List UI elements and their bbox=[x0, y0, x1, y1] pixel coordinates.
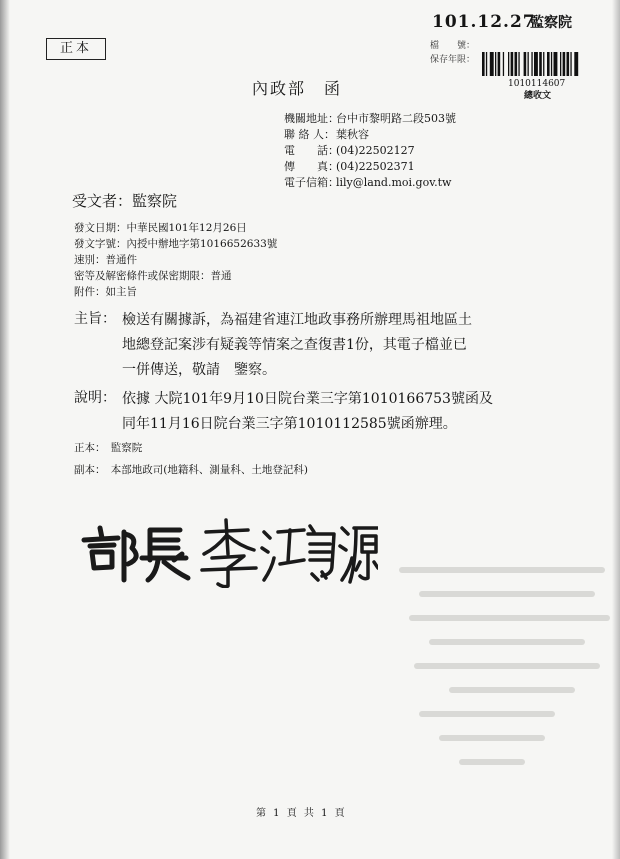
scan-shadow-left bbox=[0, 0, 10, 859]
recipient: 受文者：監察院 bbox=[72, 192, 178, 210]
agency-row: 機關地址：台中市黎明路二段503號 bbox=[284, 112, 456, 125]
back-page-bleed-through bbox=[392, 560, 612, 790]
page-footer: 第 1 頁 共 1 頁 bbox=[256, 808, 347, 819]
agency-row: 聯 絡 人：葉秋容 bbox=[284, 128, 369, 141]
subject-line: 檢送有關據訴，為福建省連江地政事務所辦理馬祖地區土 bbox=[122, 312, 472, 328]
issue-number: 發文字號：內授中辦地字第1016652633號 bbox=[74, 238, 278, 250]
subject-line: 一併傳送，敬請 鑒察。 bbox=[122, 362, 276, 378]
document-title: 內政部 函 bbox=[252, 79, 343, 98]
explanation-label: 說明： bbox=[74, 390, 116, 406]
explanation-line: 依據 大院101年9月10日院台業三字第1010166753號函及 bbox=[122, 391, 493, 407]
subject-line: 地總登記案涉有疑義等情案之查復書1份，其電子檔並已 bbox=[122, 337, 467, 353]
agency-row: 電 話：(04)22502127 bbox=[284, 144, 415, 157]
attachment: 附件：如主旨 bbox=[74, 286, 137, 298]
explanation-line: 同年11月16日院台業三字第1010112585號函辦理。 bbox=[122, 416, 457, 432]
barcode-number: 1010114607 bbox=[508, 79, 566, 89]
barcode bbox=[482, 52, 606, 76]
issue-date: 發文日期：中華民國101年12月26日 bbox=[74, 222, 247, 234]
received-org: 監察院 bbox=[530, 15, 572, 31]
retention-label: 保存年限： bbox=[430, 55, 476, 65]
scan-shadow-right bbox=[612, 0, 620, 859]
archive-number-label: 檔 號： bbox=[430, 41, 476, 51]
speed: 速別：普通件 bbox=[74, 254, 137, 266]
received-date: 101.12.27. bbox=[432, 12, 543, 32]
minister-signature bbox=[78, 518, 378, 588]
receive-label: 總收文 bbox=[524, 91, 552, 101]
original-copy-stamp: 正本 bbox=[46, 38, 106, 60]
copy-recipient: 副本： 本部地政司(地籍科、測量科、土地登記科) bbox=[74, 464, 308, 476]
subject-label: 主旨： bbox=[74, 311, 116, 327]
agency-row: 傳 真：(04)22502371 bbox=[284, 160, 415, 173]
agency-row: 電子信箱：lily@land.moi.gov.tw bbox=[284, 176, 452, 189]
original-recipient: 正本： 監察院 bbox=[74, 442, 143, 454]
security-level: 密等及解密條件或保密期限：普通 bbox=[74, 270, 232, 282]
